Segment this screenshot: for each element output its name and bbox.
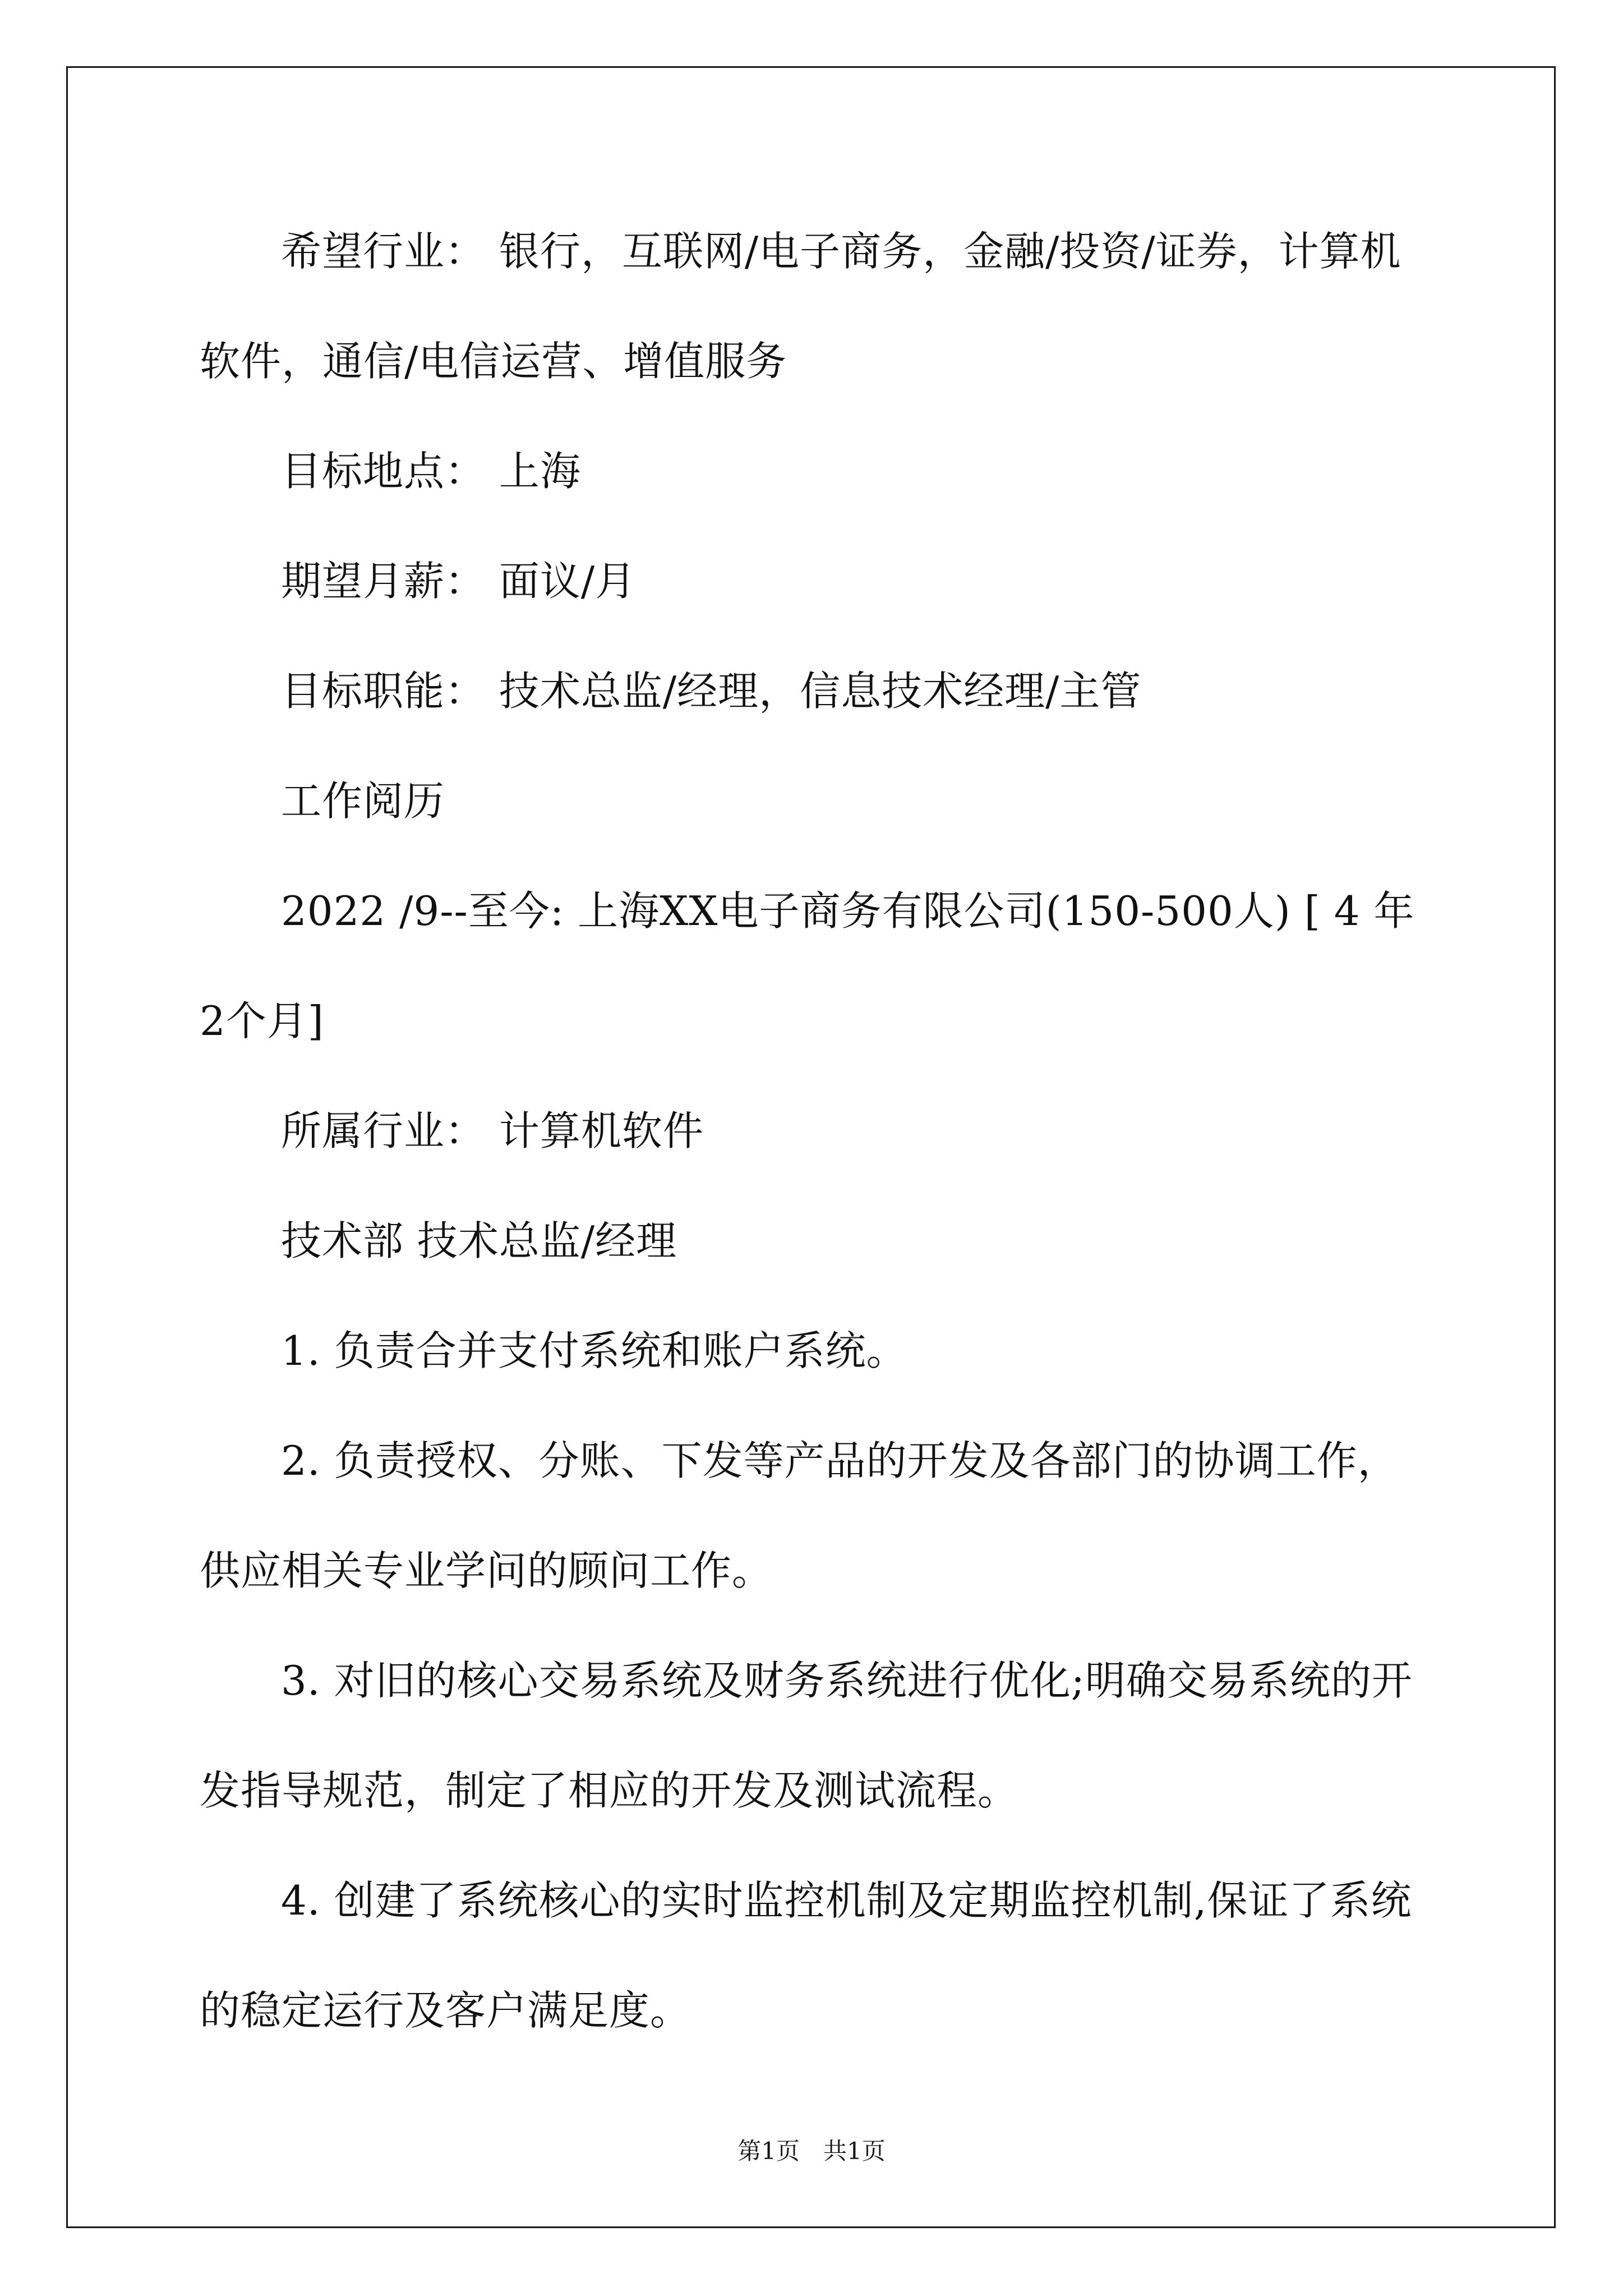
- list-item-3: 3. 对旧的核心交易系统及财务系统进行优化;明确交易系统的开发指导规范，制定了相应的开发及测试流程。: [200, 1657, 1413, 1814]
- section-heading-experience: 工作阅历: [281, 777, 445, 825]
- list-item-2: 2. 负责授权、分账、下发等产品的开发及各部门的协调工作，供应相关专业学问的顾问工作。: [200, 1437, 1399, 1594]
- paragraph-employment-period: 2022 /9--至今: 上海XX电子商务有限公司(150-500人) [ 4 年2个月]: [200, 887, 1415, 1045]
- paragraph-company-industry: 所属行业： 计算机软件: [281, 1107, 704, 1154]
- page-footer: 第1页 共1页: [737, 2137, 886, 2165]
- paragraph-department-title: 技术部 技术总监/经理: [281, 1217, 677, 1264]
- paragraph-industry: 希望行业： 银行，互联网/电子商务，金融/投资/证券，计算机软件，通信/电信运营、增值服务: [200, 228, 1401, 385]
- paragraph-function: 目标职能： 技术总监/经理，信息技术经理/主管: [281, 668, 1142, 715]
- paragraph-salary: 期望月薪： 面议/月: [281, 558, 637, 605]
- list-item-4: 4. 创建了系统核心的实时监控机制及定期监控机制,保证了系统的稳定运行及客户满足度。: [200, 1877, 1412, 2034]
- paragraph-location: 目标地点： 上海: [281, 448, 581, 495]
- document-body: [200, 196, 1433, 2065]
- list-item-1: 1. 负责合并支付系统和账户系统。: [281, 1327, 907, 1374]
